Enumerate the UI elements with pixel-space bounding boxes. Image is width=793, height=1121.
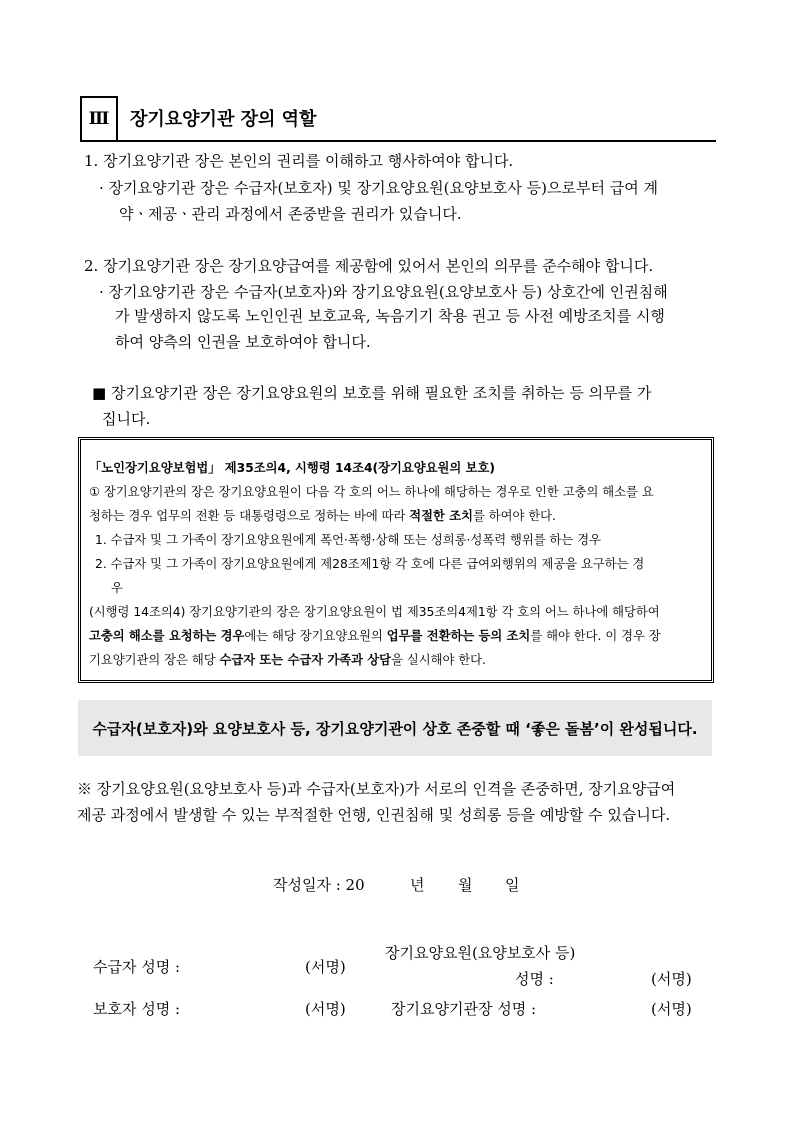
item2-main: 2. 장기요양기관 장은 장기요양급여를 제공함에 있어서 본인의 의무를 준수해야 합니다.	[84, 257, 654, 275]
director-name-label: 장기요양기관장 성명 :	[391, 1000, 537, 1018]
callout-banner: 수급자(보호자)와 요양보호사 등, 장기요양기관이 상호 존중할 때 ‘좋은 돌봄’이 완성됩니다.	[78, 700, 712, 756]
law-sub2-line2: 우	[111, 581, 123, 595]
item1-sub-line1: · 장기요양기관 장은 수급자(보호자) 및 장기요양요원(요양보호사 등)으로부터 급여 계	[99, 179, 658, 197]
law-sub1: 1. 수급자 및 그 가족이 장기요양요원에게 폭언·폭행·상해 또는 성희롱·성폭력 행위를 하는 경우	[95, 533, 601, 547]
item1-main: 1. 장기요양기관 장은 본인의 권리를 이해하고 행사하여야 합니다.	[84, 152, 514, 170]
item2-sub-line1: · 장기요양기관 장은 수급자(보호자)와 장기요양요원(요양보호사 등) 상호간에 인권침해	[99, 283, 668, 301]
section-number: Ⅲ	[80, 96, 118, 140]
bullet-line1	[92, 383, 651, 403]
law-reference-box	[78, 437, 714, 683]
bullet-line2: 집니다.	[102, 410, 151, 428]
law-sub2-line1: 2. 수급자 및 그 가족이 장기요양요원에게 제28조제1항 각 호에 다른 급여외행위의 제공을 요구하는 경	[95, 557, 645, 571]
item2-sub-line2: 가 발생하지 않도록 노인인권 보호교육, 녹음기기 착용 권고 등 사전 예방조치를 시행	[115, 307, 665, 325]
square-bullet-icon: ■	[92, 384, 107, 402]
law-p1-line1: ① 장기요양기관의 장은 장기요양요원이 다음 각 호의 어느 하나에 해당하는 경우로 인한 고충의 해소를 요	[89, 485, 654, 499]
date-month: 월	[458, 876, 473, 894]
guardian-sign-mark: (서명)	[305, 1000, 346, 1018]
recipient-sign-mark: (서명)	[305, 958, 346, 976]
caregiver-label-line2: 성명 :	[515, 970, 554, 988]
law-p2-line1: (시행령 14조의4) 장기요양기관의 장은 장기요양요원이 법 제35조의4제1항 각 호의 어느 하나에 해당하여	[89, 605, 660, 619]
guardian-name-label: 보호자 성명 :	[93, 1000, 181, 1018]
director-sign-mark: (서명)	[651, 1000, 692, 1018]
law-p2-line3: 기요양기관의 장은 해당 수급자 또는 수급자 가족과 상담을 실시해야 한다.	[89, 653, 486, 667]
law-p1-line2: 청하는 경우 업무의 전환 등 대통령령으로 정하는 바에 따라 적절한 조치를 하여야 한다.	[89, 509, 556, 523]
law-p2-line2: 고충의 해소를 요청하는 경우에는 해당 장기요양요원의 업무를 전환하는 등의 조치를 해야 한다. 이 경우 장	[89, 629, 661, 643]
item1-sub-line2: 약ㆍ제공ㆍ관리 과정에서 존중받을 권리가 있습니다.	[119, 205, 462, 223]
law-title: 「노인장기요양보험법」 제35조의4, 시행령 14조4(장기요양요원의 보호)	[89, 461, 495, 475]
note-line1: ※ 장기요양요원(요양보호사 등)과 수급자(보호자)가 서로의 인격을 존중하면, 장기요양급여	[77, 780, 676, 798]
note-line2: 제공 과정에서 발생할 수 있는 부적절한 언행, 인권침해 및 성희롱 등을 예방할 수 있습니다.	[77, 806, 671, 824]
date-day: 일	[505, 876, 520, 894]
section-title: 장기요양기관 장의 역할	[130, 109, 317, 130]
section-heading	[80, 96, 716, 142]
bullet-text-1: 장기요양기관 장은 장기요양요원의 보호를 위해 필요한 조치를 취하는 등 의무를 가	[110, 384, 652, 402]
recipient-name-label: 수급자 성명 :	[93, 958, 181, 976]
item2-sub-line3: 하여 양측의 인권을 보호하여야 합니다.	[115, 333, 371, 351]
date-label: 작성일자 : 20	[273, 876, 365, 894]
caregiver-sign-mark: (서명)	[651, 970, 692, 988]
caregiver-label-line1: 장기요양요원(요양보호사 등)	[385, 944, 576, 962]
date-year: 년	[410, 876, 425, 894]
